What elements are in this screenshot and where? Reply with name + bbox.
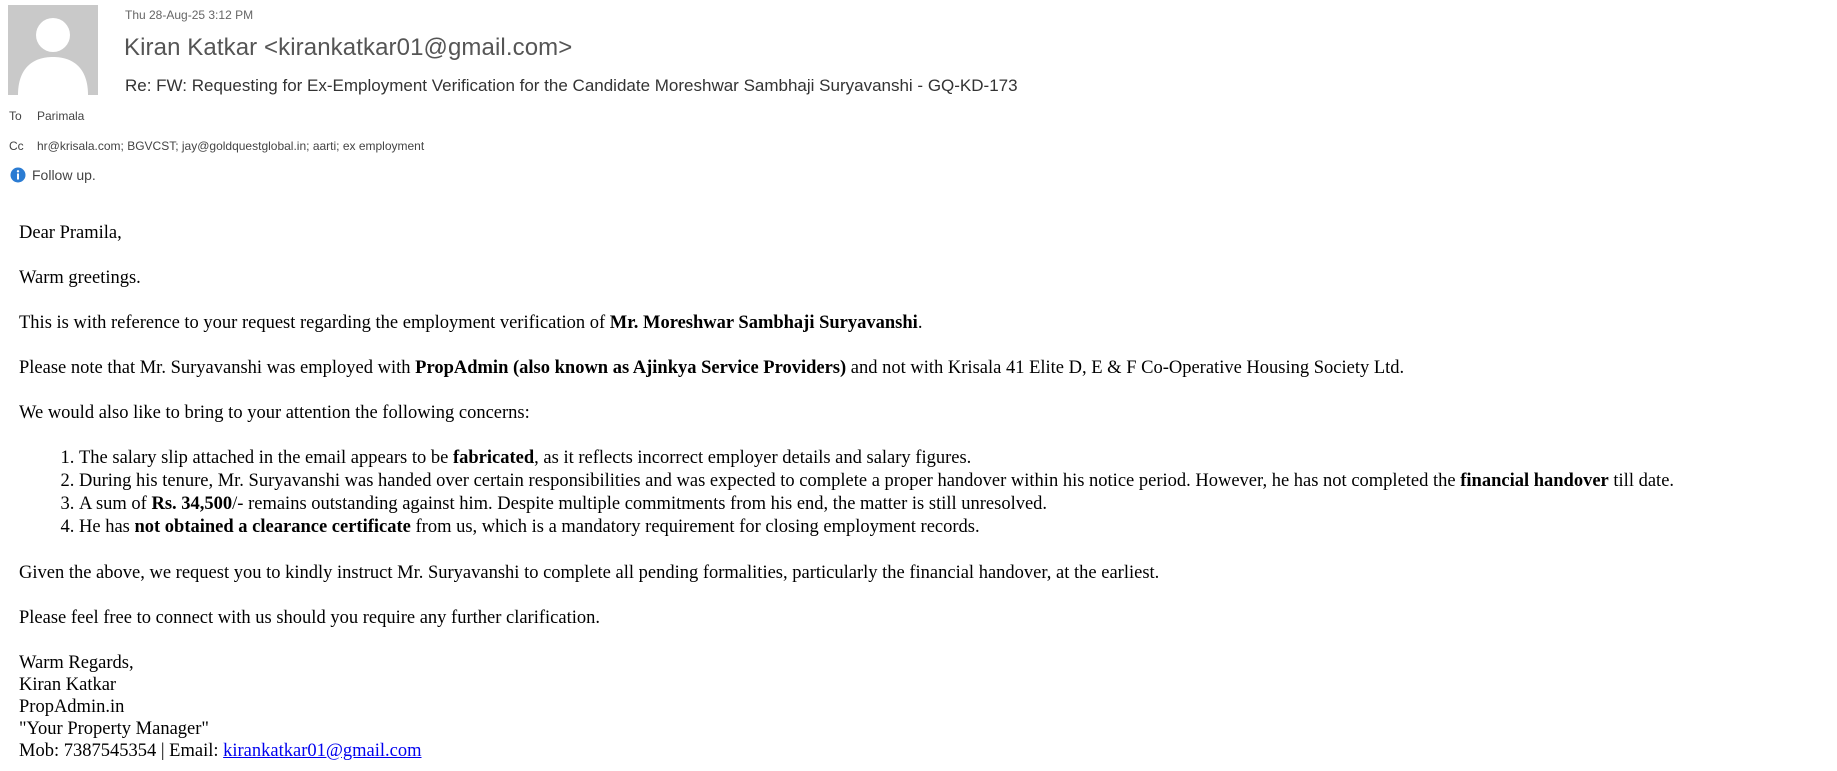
signature-name: Kiran Katkar: [19, 675, 117, 695]
to-recipients[interactable]: Parimala: [37, 109, 85, 123]
list-item: 1. The salary slip attached in the email appears to be fabricated, as it reflects incorrect employer details and salary figures.: [79, 447, 1674, 470]
cc-recipients[interactable]: hr@krisala.com; BGVCST; jay@goldquestglobal.in; aarti; ex employment: [37, 139, 425, 153]
signature-contact: Mob: 7387545354 | Email: kirankatkar01@gmail.com: [19, 741, 422, 761]
person-silhouette-icon: [8, 5, 98, 95]
list-item: 2. During his tenure, Mr. Suryavanshi was handed over certain responsibilities and was expected to complete a proper handover within his notice period. However, he has not completed the financial handover till date.: [79, 470, 1674, 493]
paragraph-reference: This is with reference to your request regarding the employment verification of Mr. Moreshwar Sambhaji Suryavanshi.: [19, 313, 923, 333]
followup-text: Follow up.: [32, 167, 96, 183]
list-item: 4. He has not obtained a clearance certificate from us, which is a mandatory requirement for closing employment records.: [79, 516, 1674, 539]
list-item: 3. A sum of Rs. 34,500/- remains outstanding against him. Despite multiple commitments from his end, the matter is still unresolved.: [79, 493, 1674, 516]
signature-regards: Warm Regards,: [19, 653, 134, 673]
message-header: [0, 0, 1837, 220]
signature-email-link[interactable]: kirankatkar01@gmail.com: [223, 741, 422, 761]
signature-company: PropAdmin.in: [19, 697, 125, 717]
paragraph-employer: Please note that Mr. Suryavanshi was employed with PropAdmin (also known as Ajinkya Service Providers) and not with Krisala 41 Elite D, E & F Co-Operative Housing Society Ltd.: [19, 358, 1405, 378]
signature: [19, 652, 1674, 762]
concerns-list: [19, 447, 1674, 539]
sender-avatar[interactable]: [8, 5, 98, 95]
cc-label: Cc: [9, 139, 24, 153]
greeting: Dear Pramila,: [19, 223, 122, 243]
warm-greetings: Warm greetings.: [19, 268, 141, 288]
followup-flag[interactable]: [10, 167, 96, 183]
to-label: To: [9, 109, 22, 123]
info-icon: [10, 167, 26, 183]
message-subject: Re: FW: Requesting for Ex-Employment Verification for the Candidate Moreshwar Sambhaji Suryavanshi - GQ-KD-173: [125, 76, 1018, 95]
message-date: Thu 28-Aug-25 3:12 PM: [125, 8, 254, 22]
signature-tagline: "Your Property Manager": [19, 719, 209, 739]
paragraph-request: Given the above, we request you to kindly instruct Mr. Suryavanshi to complete all pending formalities, particularly the financial handover, at the earliest.: [19, 563, 1160, 583]
sender-name[interactable]: Kiran Katkar <kirankatkar01@gmail.com>: [124, 34, 573, 61]
paragraph-clarification: Please feel free to connect with us should you require any further clarification.: [19, 608, 600, 628]
paragraph-concerns-intro: We would also like to bring to your attention the following concerns:: [19, 403, 530, 423]
email-body: [19, 222, 1674, 762]
